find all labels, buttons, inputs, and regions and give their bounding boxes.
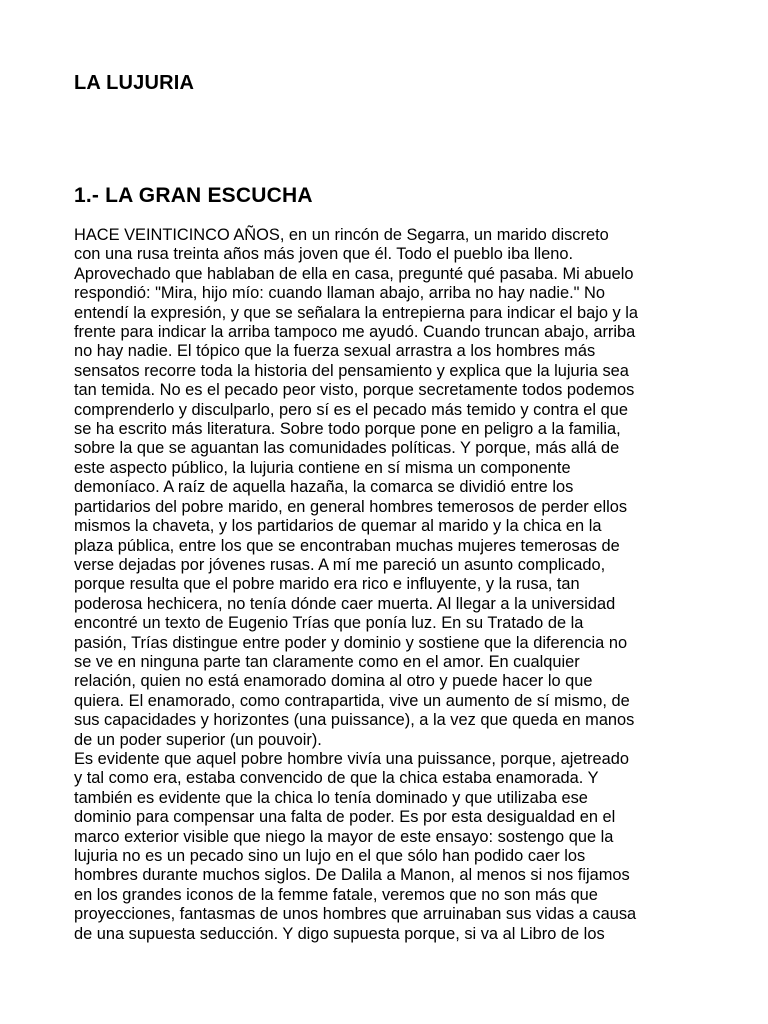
text-line: se ve en ninguna parte tan claramente como en el amor. En cualquier bbox=[74, 652, 580, 671]
text-line: dominio para compensar una falta de poder. Es por esta desigualdad en el bbox=[74, 808, 616, 827]
text-line: encontré un texto de Eugenio Trías que ponía luz. En su Tratado de la bbox=[74, 614, 584, 633]
text-line: sobre la que se aguantan las comunidades políticas. Y porque, más allá de bbox=[74, 439, 620, 458]
text-line: frente para indicar la arriba tampoco me ayudó. Cuando truncan abajo, arriba bbox=[74, 323, 636, 342]
text-line: quiera. El enamorado, como contrapartida, vive un aumento de sí mismo, de bbox=[74, 691, 630, 710]
text-line: tan temida. No es el pecado peor visto, porque secretamente todos podemos bbox=[74, 381, 635, 400]
text-line: lujuria no es un pecado sino un lujo en el que sólo han podido caer los bbox=[74, 847, 586, 865]
text-line: pasión, Trías distingue entre poder y dominio y sostiene que la diferencia no bbox=[74, 633, 628, 652]
text-line: demoníaco. A raíz de aquella hazaña, la comarca se dividió entre los bbox=[74, 478, 574, 497]
text-line: Aprovechado que hablaban de ella en casa, pregunté qué pasaba. Mi abuelo bbox=[74, 264, 634, 283]
text-line: mismos la chaveta, y los partidarios de quemar al marido y la chica en la bbox=[74, 517, 602, 536]
text-line: de una supuesta seducción. Y digo supuesta porque, si va al Libro de los bbox=[74, 924, 605, 943]
text-line: porque resulta que el pobre marido era rico e influyente, y la rusa, tan bbox=[74, 575, 580, 594]
section-title: 1.- LA GRAN ESCUCHA bbox=[74, 184, 313, 207]
document-title: LA LUJURIA bbox=[74, 72, 195, 94]
text-line: hombres durante muchos siglos. De Dalila a Manon, al menos si nos fijamos bbox=[74, 866, 630, 885]
text-line: plaza pública, entre los que se encontraban muchas mujeres temerosas de bbox=[74, 536, 620, 555]
text-line: sensatos recorre toda la historia del pensamiento y explica que la lujuria sea bbox=[74, 361, 629, 380]
text-line: se ha escrito más literatura. Sobre todo porque pone en peligro a la familia, bbox=[74, 420, 621, 439]
text-line: sus capacidades y horizontes (una puissance), a la vez que queda en manos bbox=[74, 711, 635, 730]
text-line: este aspecto público, la lujuria contiene en sí misma un componente bbox=[74, 458, 571, 477]
text-line: entendí la expresión, y que se señalara la entrepierna para indicar el bajo y la bbox=[74, 303, 639, 322]
text-line: verse dejadas por jóvenes rusas. A mí me pareció un asunto complicado, bbox=[74, 555, 606, 574]
text-line: con una rusa treinta años más joven que él. Todo el pueblo iba lleno. bbox=[74, 245, 574, 264]
text-line: también es evidente que la chica lo tenía dominado y que utilizaba ese bbox=[74, 788, 588, 807]
text-line: y tal como era, estaba convencido de que la chica estaba enamorada. Y bbox=[74, 769, 599, 788]
text-line: HACE VEINTICINCO AÑOS, en un rincón de Segarra, un marido discreto bbox=[74, 226, 609, 244]
text-line: marco exterior visible que niego la mayor de este ensayo: sostengo que la bbox=[74, 827, 614, 846]
text-line: no hay nadie. El tópico que la fuerza sexual arrastra a los hombres más bbox=[74, 342, 596, 361]
body-paragraph bbox=[74, 226, 714, 944]
text-line: en los grandes iconos de la femme fatale, veremos que no son más que bbox=[74, 885, 598, 904]
text-line: Es evidente que aquel pobre hombre vivía una puissance, porque, ajetreado bbox=[74, 749, 629, 768]
text-line: proyecciones, fantasmas de unos hombres que arruinaban sus vidas a causa bbox=[74, 905, 637, 924]
text-line: respondió: "Mira, hijo mío: cuando llaman abajo, arriba no hay nadie." No bbox=[74, 284, 605, 303]
text-line: relación, quien no está enamorado domina al otro y puede hacer lo que bbox=[74, 672, 593, 691]
text-line: poderosa hechicera, no tenía dónde caer muerta. Al llegar a la universidad bbox=[74, 594, 616, 613]
text-line: partidarios del pobre marido, en general hombres temerosos de perder ellos bbox=[74, 497, 628, 516]
text-line: de un poder superior (un pouvoir). bbox=[74, 730, 322, 749]
text-line: comprenderlo y disculparlo, pero sí es el pecado más temido y contra el que bbox=[74, 400, 628, 419]
